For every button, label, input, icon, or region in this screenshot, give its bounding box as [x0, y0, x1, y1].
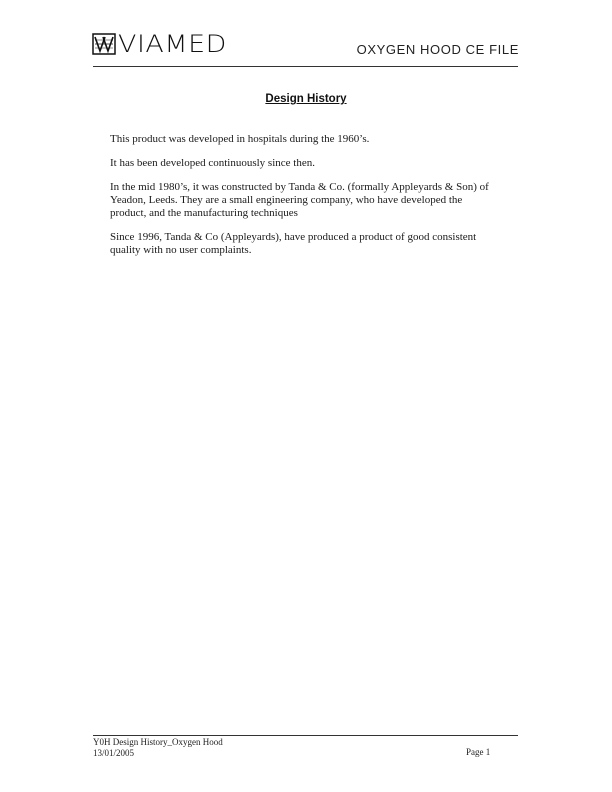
paragraph: Since 1996, Tanda & Co (Appleyards), have produced a product of good consistent quality with no user complaints.	[110, 231, 477, 256]
footer-file-info	[93, 737, 223, 759]
footer-divider	[93, 735, 518, 736]
header-document-title: OXYGEN HOOD CE FILE	[356, 42, 519, 57]
paragraph: In the mid 1980’s, it was constructed by Tanda & Co. (formally Appleyards & Son) of Yeadon, Leeds. They are a small engineering company, who have developed the product, and the manufacturing techniques	[110, 181, 489, 219]
body-text	[110, 133, 500, 268]
logo-text: VIAMED	[118, 30, 227, 58]
footer-filename: Y0H Design History_Oxygen Hood	[93, 737, 223, 747]
paragraph: This product was developed in hospitals during the 1960’s.	[110, 133, 370, 145]
company-logo	[92, 30, 227, 58]
footer-page-number: Page 1	[466, 747, 491, 757]
paragraph: It has been developed continuously since then.	[110, 157, 315, 169]
page-title: Design History	[265, 93, 347, 105]
logo-mark-icon	[92, 33, 116, 55]
footer-date: 13/01/2005	[93, 748, 135, 758]
header-divider	[93, 66, 518, 67]
